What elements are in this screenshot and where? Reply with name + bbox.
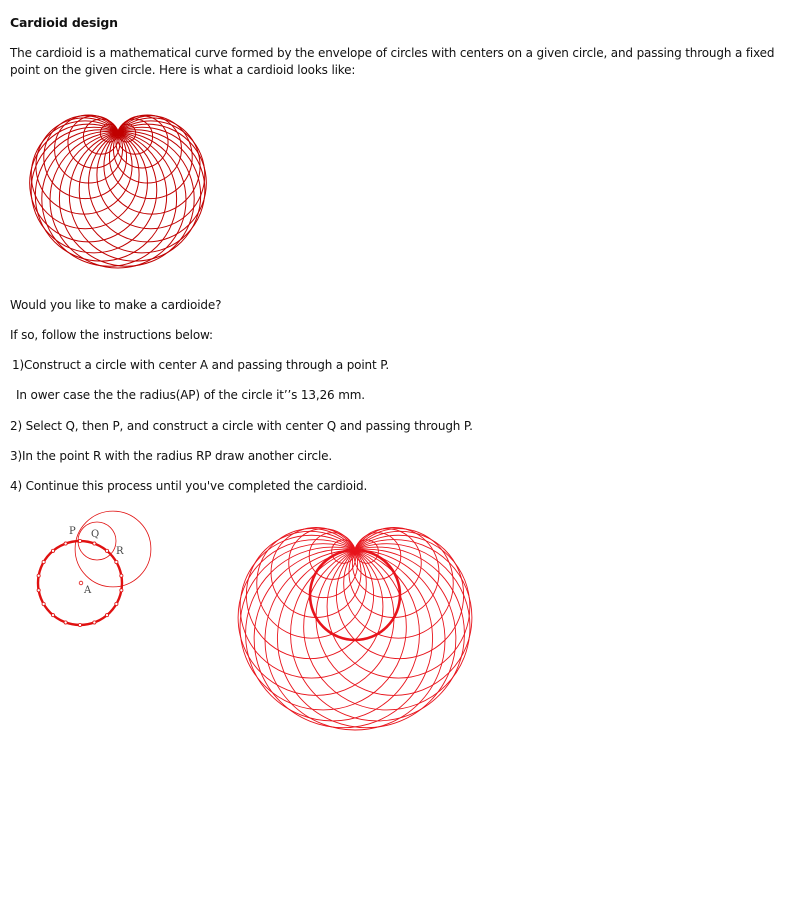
- marked-point: [42, 560, 45, 563]
- marked-point: [78, 623, 81, 626]
- envelope-circle: [31, 127, 157, 253]
- label-p: P: [69, 526, 76, 537]
- marked-point: [105, 614, 108, 617]
- center-point-a: [79, 581, 83, 585]
- marked-point: [37, 574, 40, 577]
- label-q: Q: [91, 529, 100, 540]
- marked-point: [42, 602, 45, 605]
- marked-point: [78, 539, 81, 542]
- marked-point: [37, 589, 40, 592]
- marked-point: [115, 602, 118, 605]
- marked-point: [120, 574, 123, 577]
- envelope-circle: [79, 127, 205, 253]
- intro-paragraph: The cardioid is a mathematical curve formed by the envelope of circles with centers on a given circle, and passing through a fixed point on the given circle. Here is what a cardioid looks like:: [10, 46, 775, 77]
- marked-point: [105, 549, 108, 552]
- marked-point: [64, 542, 67, 545]
- instructions-intro: If so, follow the instructions below:: [10, 328, 213, 342]
- marked-point: [51, 614, 54, 617]
- page-title: Cardioid design: [10, 15, 118, 30]
- marked-point: [51, 549, 54, 552]
- marked-point: [93, 542, 96, 545]
- marked-point: [93, 621, 96, 624]
- step-1: 1)Construct a circle with center A and passing through a point P.: [12, 358, 390, 372]
- marked-point: [64, 621, 67, 624]
- step-2: 2) Select Q, then P, and construct a circle with center Q and passing through P.: [10, 419, 473, 433]
- question-line: Would you like to make a cardioide?: [10, 298, 222, 312]
- construction-diagram: [37, 511, 151, 627]
- step-4: 4) Continue this process until you've completed the cardioid.: [10, 479, 368, 493]
- label-a: A: [84, 585, 92, 596]
- marked-point: [120, 589, 123, 592]
- example-cardioid-figure: [30, 115, 207, 268]
- circle-r: [75, 511, 151, 587]
- step-3: 3)In the point R with the radius RP draw another circle.: [10, 449, 333, 463]
- marked-point: [115, 560, 118, 563]
- step-1-note: In ower case the the radius(AP) of the circle it’’s 13,26 mm.: [16, 388, 365, 402]
- completed-cardioid-figure: [238, 528, 472, 731]
- label-r: R: [116, 546, 124, 557]
